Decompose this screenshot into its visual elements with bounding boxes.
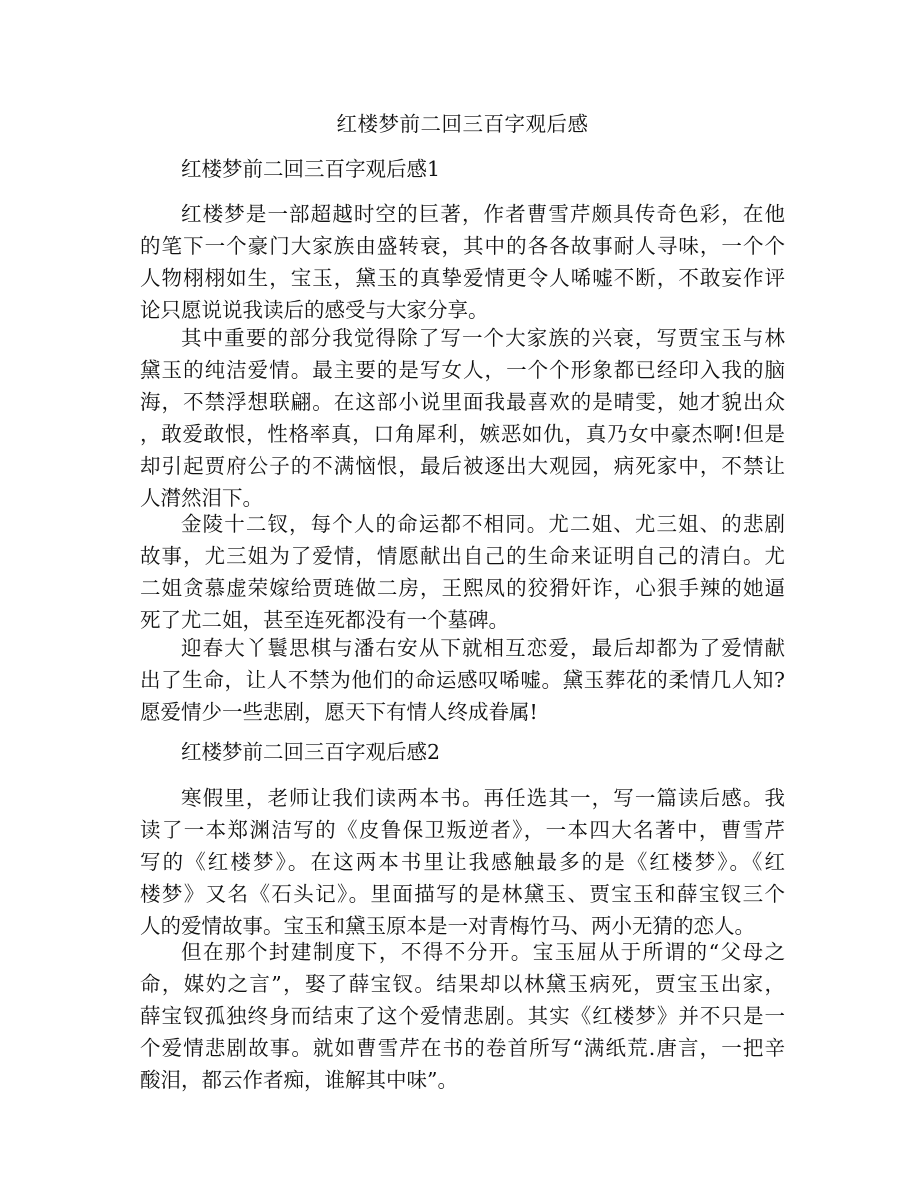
text-line: 却引起贾府公子的不满恼恨，最后被逐出大观园，病死家中，不禁让: [140, 454, 785, 478]
text-line: 寒假里，老师让我们读两本书。再任选其一，写一篇读后感。我: [181, 786, 785, 810]
text-line: 二姐贪慕虚荣嫁给贾琏做二房，王熙凤的狡猾奸诈，心狠手辣的她逼: [140, 576, 785, 600]
text-line: 金陵十二钗，每个人的命运都不相同。尤二姐、尤三姐、的悲剧: [181, 512, 785, 536]
paragraph-1-4: [140, 632, 785, 728]
text-line: 但在那个封建制度下，不得不分开。宝玉屈从于所谓的“父母之: [181, 940, 785, 964]
text-line: 薛宝钗孤独终身而结束了这个爱情悲剧。其实《红楼梦》并不只是一: [140, 1004, 785, 1028]
section-heading-2: 红楼梦前二回三百字观后感2: [181, 740, 441, 764]
document-title: 红楼梦前二回三百字观后感: [336, 112, 589, 136]
text-line: 读了一本郑渊洁写的《皮鲁保卫叛逆者》，一本四大名著中，曹雪芹: [140, 818, 785, 842]
text-line: 故事，尤三姐为了爱情，情愿献出自己的生命来证明自己的清白。尤: [140, 544, 785, 568]
text-line: 酸泪，都云作者痴，谁解其中味”。: [140, 1068, 458, 1092]
text-line: 个爱情悲剧故事。就如曹雪芹在书的卷首所写“满纸荒.唐言，一把辛: [140, 1036, 785, 1060]
text-line: 其中重要的部分我觉得除了写一个大家族的兴衰，写贾宝玉与林: [181, 326, 785, 350]
text-line: 死了尤二姐，甚至连死都没有一个墓碑。: [140, 608, 509, 632]
text-line: 论只愿说说我读后的感受与大家分享。: [140, 298, 489, 322]
text-line: 愿爱情少一些悲剧，愿天下有情人终成眷属!: [140, 700, 538, 724]
text-line: 楼梦》又名《石头记》。里面描写的是林黛玉、贾宝玉和薛宝钗三个: [140, 882, 785, 906]
text-line: 写的《红楼梦》。在这两本书里让我感触最多的是《红楼梦》。《红: [140, 850, 785, 874]
paragraph-2-1: [140, 782, 785, 942]
text-line: 黛玉的纯洁爱情。最主要的是写女人，一个个形象都已经印入我的脑: [140, 358, 785, 382]
text-line: 出了生命，让人不禁为他们的命运感叹唏嘘。黛玉葬花的柔情几人知?: [140, 668, 785, 692]
section-heading-1: 红楼梦前二回三百字观后感1: [181, 157, 441, 181]
text-line: 红楼梦是一部超越时空的巨著，作者曹雪芹颇具传奇色彩，在他: [181, 202, 785, 226]
text-line: 人潸然泪下。: [140, 486, 263, 510]
paragraph-1-3: [140, 508, 785, 636]
text-line: 命，媒妁之言”，娶了薛宝钗。结果却以林黛玉病死，贾宝玉出家，: [140, 972, 785, 996]
text-line: 的笔下一个豪门大家族由盛转衰，其中的各各故事耐人寻味，一个个: [140, 234, 785, 258]
text-line: 人的爱情故事。宝玉和黛玉原本是一对青梅竹马、两小无猜的恋人。: [140, 914, 755, 938]
paragraph-1-2: [140, 322, 785, 514]
text-line: 迎春大丫鬟思棋与潘右安从下就相互恋爱，最后却都为了爱情献: [181, 636, 785, 660]
text-line: 人物栩栩如生，宝玉，黛玉的真挚爱情更令人唏嘘不断，不敢妄作评: [140, 266, 785, 290]
text-line: ，敢爱敢恨，性格率真，口角犀利，嫉恶如仇，真乃女中豪杰啊!但是: [140, 422, 785, 446]
paragraph-2-2: [140, 936, 785, 1096]
text-line: 海，不禁浮想联翩。在这部小说里面我最喜欢的是晴雯，她才貌出众: [140, 390, 785, 414]
paragraph-1-1: [140, 198, 785, 326]
